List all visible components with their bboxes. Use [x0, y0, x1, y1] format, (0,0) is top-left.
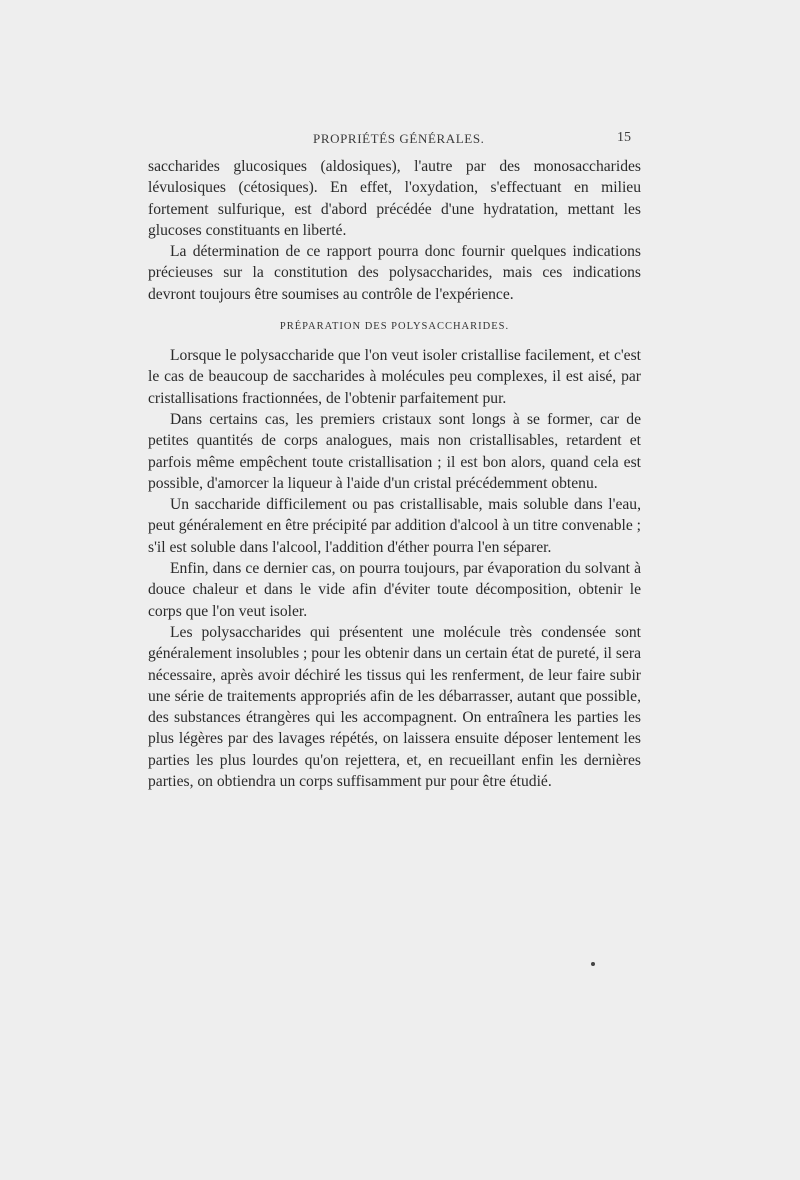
body-text: [148, 156, 641, 792]
running-title: PROPRIÉTÉS GÉNÉRALES.: [313, 131, 485, 146]
section-heading: PRÉPARATION DES POLYSACCHARIDES.: [279, 321, 510, 333]
paragraph-determination: La détermination de ce rapport pourra donc fournir quelques indications précieuses sur la constitution des polysaccharides, mais ces indications devront toujours être soumises au contrôle de l'expérience.: [148, 243, 641, 303]
paragraph-crystallisation: Lorsque le polysaccharide que l'on veut isoler cristallise facilement, et c'est le cas de beaucoup de saccharides à molécules peu complexes, il est aisé, par cristallisations fractionnées, de l'obtenir parfaitement pur.: [148, 347, 641, 407]
paragraph-evaporation: Enfin, dans ce dernier cas, on pourra toujours, par évaporation du solvant à douce chaleur et dans le vide afin d'éviter toute décomposition, obtenir le corps que l'on veut isoler.: [148, 560, 641, 620]
page-number: 15: [617, 130, 631, 145]
running-header: [148, 131, 631, 151]
paragraph-insoluble: Les polysaccharides qui présentent une molécule très condensée sont généralement insolubles ; pour les obtenir dans un certain état de pureté, il sera nécessaire, après avoir déchiré les tissus qui les renferment, de leur faire subir une série de traitements appropriés afin de les débarrasser, autant que possible, des substances étrangères qui les accompagnent. On entraînera les parties les plus légères par des lavages répétés, on laissera ensuite déposer lentement les parties les plus lourdes qu'on rejettera, et, en recueillant enfin les dernières parties, on obtiendra un corps suffisamment pur pour être étudié.: [148, 623, 641, 791]
ink-speck: [591, 962, 595, 966]
paragraph-first-crystals: Dans certains cas, les premiers cristaux sont longs à se former, car de petites quantités de corps analogues, mais non cristallisables, retardent et parfois même empêchent toute cristallisation ; il est bon alors, quand cela est possible, d'amorcer la liqueur à l'aide d'un cristal précédemment obtenu.: [148, 410, 641, 492]
paragraph-continuation: saccharides glucosiques (aldosiques), l'autre par des monosaccharides lévulosiques (cétosiques). En effet, l'oxydation, s'effectuant en milieu fortement sulfurique, est d'abord précédée d'une hydratation, mettant les glucoses constituants en liberté.: [148, 158, 641, 239]
section-body: [148, 345, 641, 792]
paragraph-precipitation: Un saccharide difficilement ou pas cristallisable, mais soluble dans l'eau, peut généralement en être précipité par addition d'alcool à un titre convenable ; s'il est soluble dans l'alcool, l'addition d'éther pourra l'en séparer.: [148, 496, 641, 556]
